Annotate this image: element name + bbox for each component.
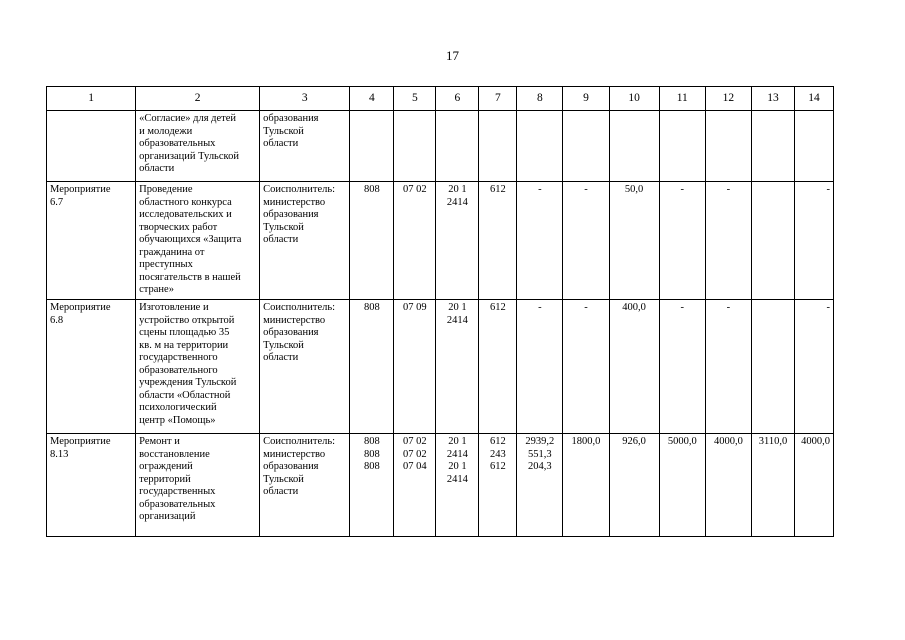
cell-col13 [751,182,794,300]
cell-grbs: 808 [350,182,394,300]
table-row [47,182,834,300]
col-header-13: 13 [751,87,794,111]
cell-csr [436,111,479,182]
cell-col8 [517,111,563,182]
cell-executor: образования Тульской области [260,111,350,182]
col-header-7: 7 [479,87,517,111]
cell-activity-id: Мероприятие 6.8 [47,300,136,434]
cell-col10 [609,111,659,182]
cell-activity-id [47,111,136,182]
col-header-4: 4 [350,87,394,111]
cell-executor: Соисполнитель: министерство образования Тульской области [260,182,350,300]
cell-grbs [350,111,394,182]
cell-executor: Соисполнитель: министерство образования Тульской области [260,434,350,537]
cell-csr: 20 1 2414 20 1 2414 [436,434,479,537]
cell-activity-name: «Согласие» для детей и молодежи образовательных организаций Тульской области [136,111,260,182]
cell-rz-pr: 07 02 07 02 07 04 [394,434,436,537]
table-row [47,111,834,182]
cell-grbs: 808 [350,300,394,434]
cell-col8: - [517,182,563,300]
cell-col11: - [659,182,705,300]
cell-col12 [705,111,751,182]
table-row [47,300,834,434]
cell-col13 [751,300,794,434]
col-header-12: 12 [705,87,751,111]
cell-col8: - [517,300,563,434]
page-number: 17 [446,48,459,63]
cell-col11: 5000,0 [659,434,705,537]
cell-activity-name: Проведение областного конкурса исследовательских и творческих работ обучающихся «Защита гражданина от преступных посягательств в нашей стране» [136,182,260,300]
budget-table [46,86,834,537]
cell-vr: 612 243 612 [479,434,517,537]
cell-col12: 4000,0 [705,434,751,537]
cell-col9 [563,111,609,182]
col-header-5: 5 [394,87,436,111]
cell-col14: - [794,300,833,434]
cell-col8: 2939,2 551,3 204,3 [517,434,563,537]
cell-col9: 1800,0 [563,434,609,537]
cell-activity-id: Мероприятие 8.13 [47,434,136,537]
table-row [47,434,834,537]
cell-executor: Соисполнитель: министерство образования Тульской области [260,300,350,434]
cell-col12: - [705,300,751,434]
cell-csr: 20 1 2414 [436,182,479,300]
col-header-10: 10 [609,87,659,111]
header-row [47,87,834,111]
cell-col12: - [705,182,751,300]
cell-rz-pr [394,111,436,182]
col-header-9: 9 [563,87,609,111]
cell-col10: 400,0 [609,300,659,434]
cell-col9: - [563,300,609,434]
cell-col10: 50,0 [609,182,659,300]
col-header-1: 1 [47,87,136,111]
cell-activity-name: Изготовление и устройство открытой сцены площадью 35 кв. м на территории государственного образовательного учреждения Тульской области «Областной психологический центр «Помощь» [136,300,260,434]
col-header-14: 14 [794,87,833,111]
cell-col10: 926,0 [609,434,659,537]
cell-csr: 20 1 2414 [436,300,479,434]
cell-vr: 612 [479,300,517,434]
cell-activity-name: Ремонт и восстановление ограждений территорий государственных образовательных организаций [136,434,260,537]
col-header-3: 3 [260,87,350,111]
col-header-11: 11 [659,87,705,111]
cell-col11: - [659,300,705,434]
cell-col13 [751,111,794,182]
cell-vr: 612 [479,182,517,300]
cell-rz-pr: 07 09 [394,300,436,434]
cell-grbs: 808 808 808 [350,434,394,537]
col-header-6: 6 [436,87,479,111]
cell-col14 [794,111,833,182]
cell-col13: 3110,0 [751,434,794,537]
cell-vr [479,111,517,182]
cell-activity-id: Мероприятие 6.7 [47,182,136,300]
cell-rz-pr: 07 02 [394,182,436,300]
col-header-2: 2 [136,87,260,111]
col-header-8: 8 [517,87,563,111]
cell-col14: - [794,182,833,300]
cell-col11 [659,111,705,182]
cell-col9: - [563,182,609,300]
cell-col14: 4000,0 [794,434,833,537]
